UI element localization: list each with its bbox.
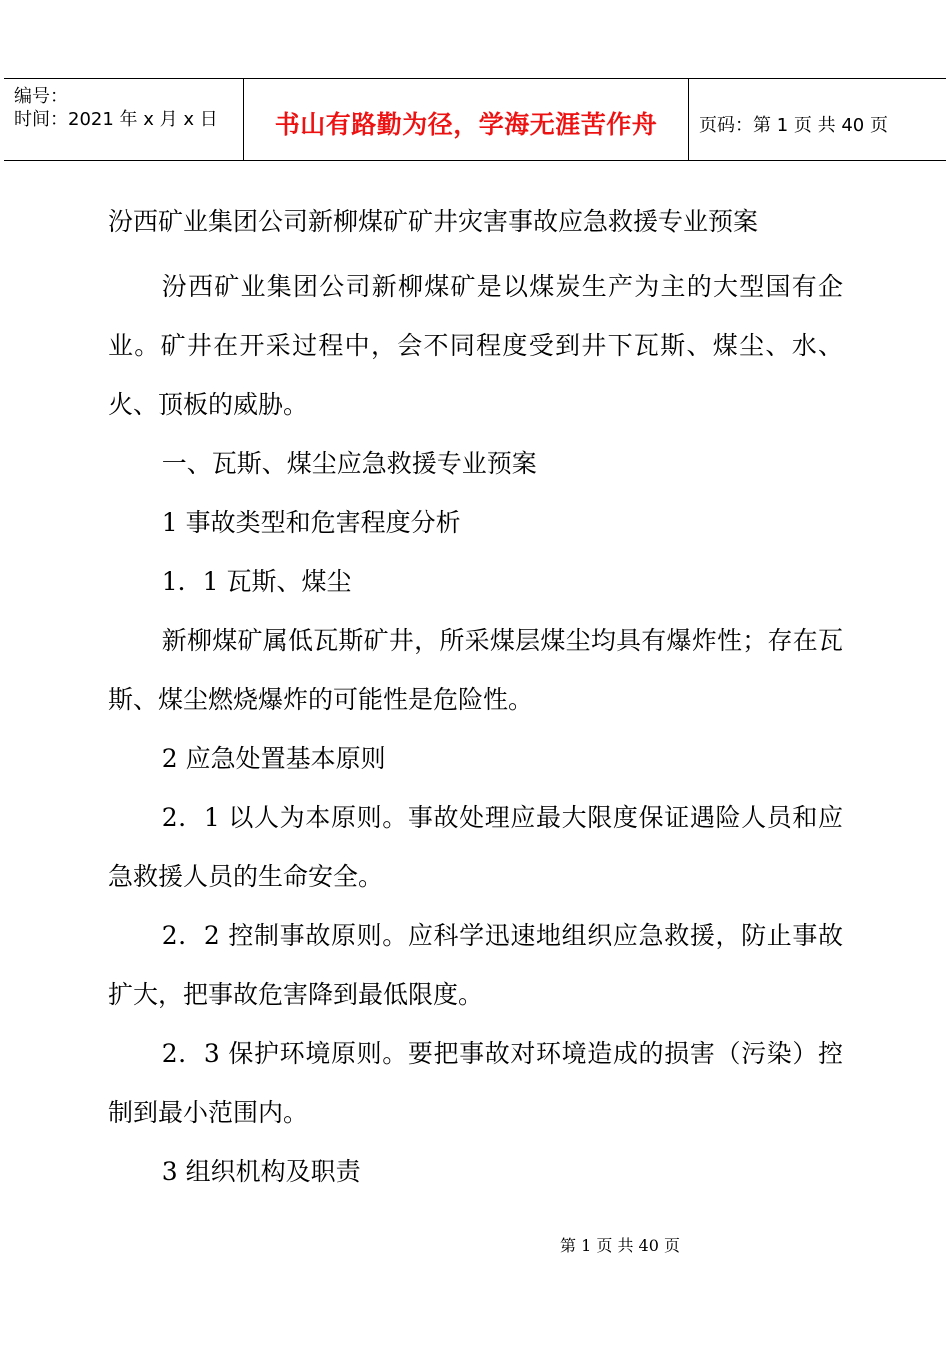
number-label: 编号：: [14, 86, 68, 107]
paragraph: 2．2 控制事故原则。应科学迅速地组织应急救援，防止事故扩大，把事故危害降到最低限度。: [108, 921, 843, 1009]
section-heading: 2 应急处置基本原则: [161, 744, 386, 773]
document-body: [108, 257, 843, 1201]
document-title: 汾西矿业集团公司新柳煤矿矿井灾害事故应急救援专业预案: [108, 207, 759, 236]
section-heading: 1．1 瓦斯、煤尘: [161, 567, 352, 596]
footer-page-number: 第 1 页 共 40 页: [560, 1236, 680, 1255]
page-footer: [0, 1233, 950, 1256]
header-meta: [4, 79, 243, 160]
page-header: [4, 78, 946, 161]
page-info-text: 页码：第 1 页 共 40 页: [699, 114, 888, 136]
motto-text: 书山有路勤为径，学海无涯苦作舟: [274, 109, 658, 139]
paragraph: 2．3 保护环境原则。要把事故对环境造成的损害（污染）控制到最小范围内。: [108, 1039, 843, 1127]
header-motto-cell: [243, 79, 689, 160]
paragraph: 2．1 以人为本原则。事故处理应最大限度保证遇险人员和应急救援人员的生命安全。: [108, 803, 843, 891]
paragraph: 新柳煤矿属低瓦斯矿井，所采煤层煤尘均具有爆炸性；存在瓦斯、煤尘燃烧爆炸的可能性是危险性。: [108, 626, 843, 714]
time-label: 时间：2021 年 x 月 x 日: [14, 109, 218, 130]
paragraph: 汾西矿业集团公司新柳煤矿是以煤炭生产为主的大型国有企业。矿井在开采过程中，会不同程度受到井下瓦斯、煤尘、水、火、顶板的威胁。: [108, 272, 843, 419]
header-page-info: [689, 79, 946, 160]
section-heading: 3 组织机构及职责: [161, 1157, 361, 1186]
section-heading: 一、瓦斯、煤尘应急救援专业预案: [161, 449, 537, 478]
section-heading: 1 事故类型和危害程度分析: [161, 508, 461, 537]
